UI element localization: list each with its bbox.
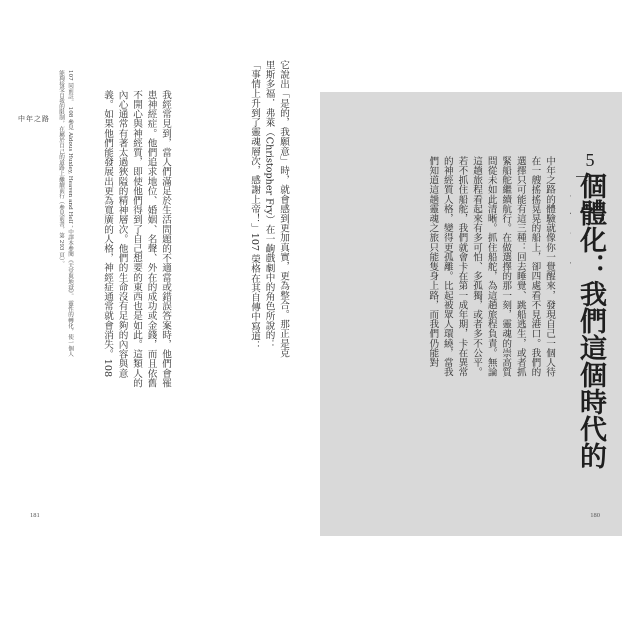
chapter-title: 個體化：我們這個時代的: [575, 172, 606, 469]
right-page-number: 180: [590, 512, 600, 519]
left-body-text: 它說出「是的，我願意」時，就會感到更加真實，更為整合。那正是克里斯多福．弗萊（Christopher Fry）在一齣戲劇中的角色所說的：「事情上升到了靈魂層次，感謝上帝！」107 榮格在其自傳中寫道：: [249, 60, 289, 358]
block-quote: 我經常見到，當人們滿足於生活問題的不適當或錯誤答案時，他們會罹患神經症。他們追求地位、婚姻、名聲、外在的成功或金錢，而且依舊不開心與神經質，即使他們得到了自己想要的東西也是如此。這類人的內心通常有著太過狹隘的精神層次。他們的生命沒有足夠的內容與意義。如果他們能發展出更為寬廣的人格，神經症通常就會消失。108: [102, 90, 171, 388]
footnotes: 107 同前註。 108 參見 Aldous Huxley, Heaven and Hell；中譯本參閱《天堂與地獄》。 靈性的轉化，使一個人能夠接受自我的限制，在屬於自己的道路上繼續前行（參見前書，第 293 頁）。: [58, 70, 73, 357]
right-body-text: 中年之路的體驗就像你一覺醒來，發現自己一個人待在一艘搖搖晃晃的船上，卻四處看不見港口。我們的選擇只可能有這三種：回去睡覺、跳船逃生，或者抓緊船舵繼續航行。在做選擇的那一刻，靈魂的崇高質問從未如此清晰。抓住船舵，為這趟旅程負責。無論這趟旅程看起來有多可怕、多孤獨，或者多不公平。若不抓住船舵，我們就會卡在第一成年期，卡在異常的神經質人格，變得更孤離。比起被眾人環繞，當我們知道這趟靈魂之旅只能隻身上路，而我們仍能對: [427, 156, 555, 377]
running-head: 中年之路: [18, 115, 50, 123]
left-page-number: 181: [30, 512, 40, 519]
chapter-number: 5: [585, 150, 595, 170]
